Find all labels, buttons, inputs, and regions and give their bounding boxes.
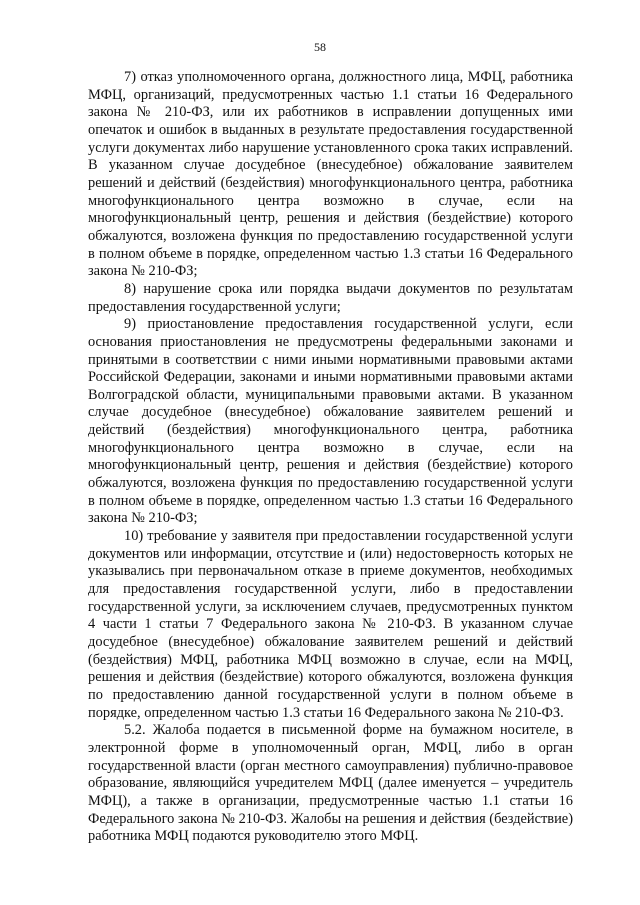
paragraph-section-5-2: 5.2. Жалоба подается в письменной форме на бумажном носителе, в электронной форме в уполномоченный орган, МФЦ, либо в орган государственной власти (орган местного самоуправления) публично-правовое образование, являющийся учредителем МФЦ (далее именуется – учредитель МФЦ), а также в организации, предусмотренные частью 1.1 статьи 16 Федерального закона № 210-ФЗ. Жалобы на решения и действия (бездействие) работника МФЦ подаются руководителю этого МФЦ. xyxy=(88,722,573,845)
page-number: 58 xyxy=(314,40,326,54)
paragraph-item-9: 9) приостановление предоставления государственной услуги, если основания приостановления не предусмотрены федеральными законами и принятыми в соответствии с ними иными нормативными правовыми актами Российской Федерации, законами и иными нормативными правовыми актами Волгоградской области, муниципальными правовыми актами. В указанном случае досудебное (внесудебное) обжалование заявителем решений и действий (бездействия) многофункционального центра, работника многофункционального центра возможно в случае, если на многофункциональный центр, решения и действия (бездействие) которого обжалуются, возложена функция по предоставлению государственной услуги в полном объеме в порядке, определенном частью 1.3 статьи 16 Федерального закона № 210-ФЗ; xyxy=(88,316,573,527)
paragraph-item-10: 10) требование у заявителя при предоставлении государственной услуги документов или информации, отсутствие и (или) недостоверность которых не указывались при первоначальном отказе в приеме документов, необходимых для предоставления государственной услуги, либо в предоставлении государственной услуги, за исключением случаев, предусмотренных пунктом 4 части 1 статьи 7 Федерального закона № 210-ФЗ. В указанном случае досудебное (внесудебное) обжалование заявителем решений и действий (бездействия) МФЦ, работника МФЦ возможно в случае, если на МФЦ, решения и действия (бездействие) которого обжалуются, возложена функция по предоставлению данной государственной услуги в полном объеме в порядке, определенном частью 1.3 статьи 16 Федерального закона № 210-ФЗ. xyxy=(88,528,573,721)
paragraph-item-8: 8) нарушение срока или порядка выдачи документов по результатам предоставления государственной услуги; xyxy=(88,280,573,315)
document-body xyxy=(88,69,573,846)
paragraph-item-7: 7) отказ уполномоченного органа, должностного лица, МФЦ, работника МФЦ, организаций, предусмотренных частью 1.1 статьи 16 Федерального закона № 210-ФЗ, или их работников в исправлении допущенных ими опечаток и ошибок в выданных в результате предоставления государственной услуги документах либо нарушение установленного срока таких исправлений. В указанном случае досудебное (внесудебное) обжалование заявителем решений и действий (бездействия) многофункционального центра, работника многофункционального центра возможно в случае, если на многофункциональный центр, решения и действия (бездействие) которого обжалуются, возложена функция по предоставлению государственной услуги в полном объеме в порядке, определенном частью 1.3 статьи 16 Федерального закона № 210-ФЗ; xyxy=(88,69,573,280)
